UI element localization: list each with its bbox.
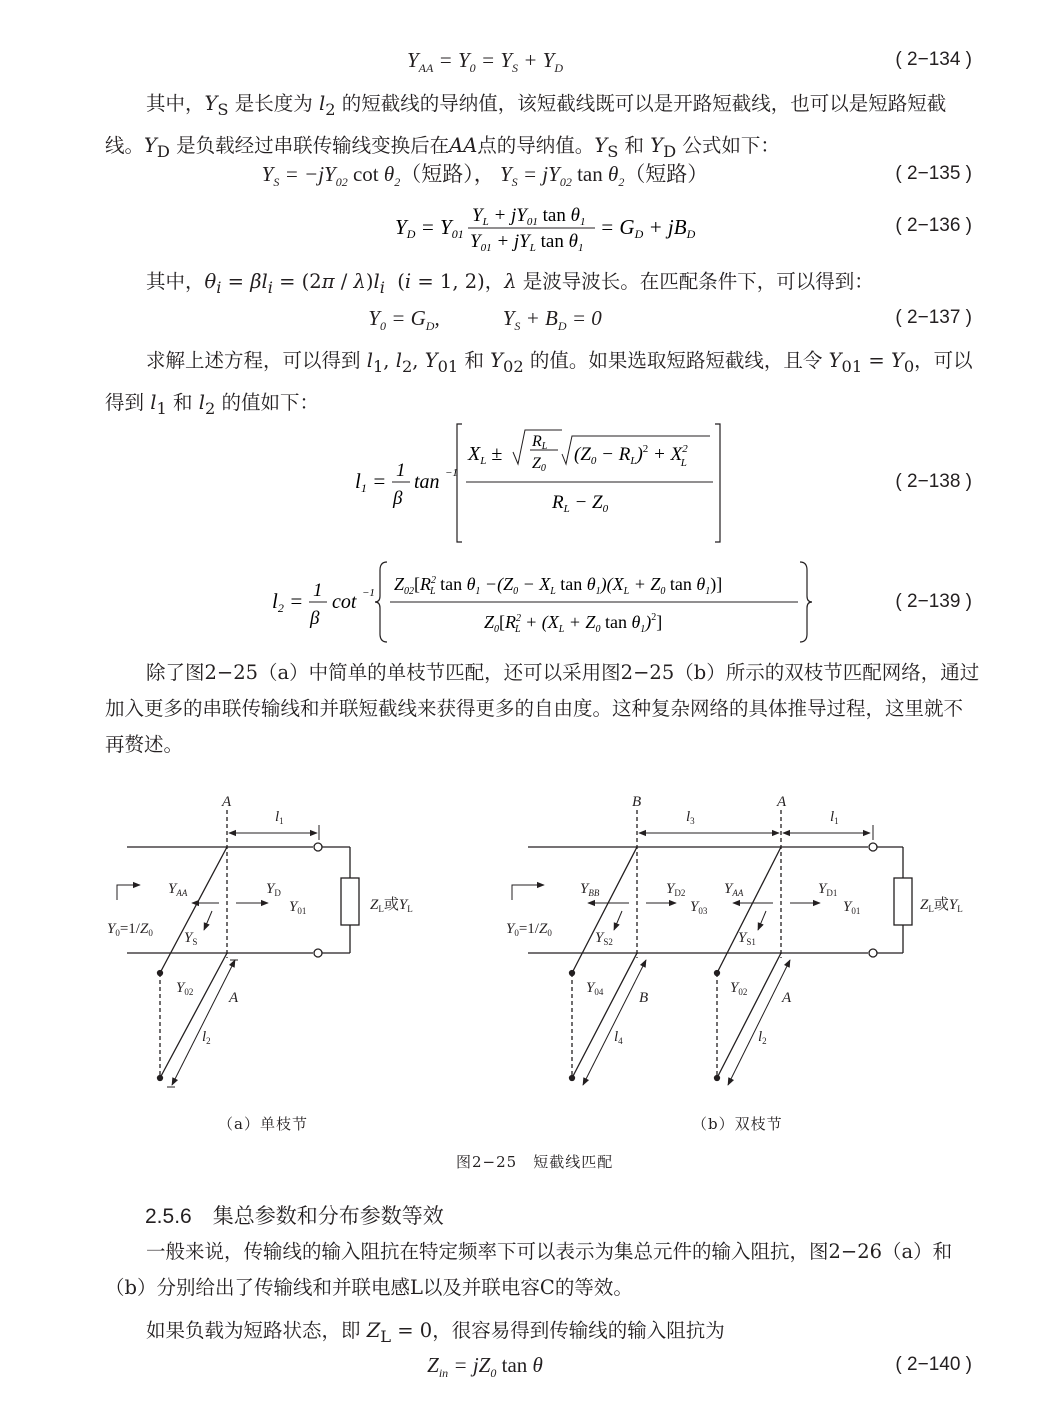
- svg-text:cot: cot: [332, 591, 357, 613]
- equation-2-135: [100, 154, 980, 194]
- svg-text:1: 1: [313, 580, 323, 601]
- svg-text:β: β: [393, 488, 403, 509]
- equation-number: ( 2−137 ): [895, 307, 972, 328]
- equation-number: ( 2−136 ): [895, 215, 972, 236]
- svg-text:l2: $l_2$: [202, 1029, 211, 1046]
- equation-2-134: [100, 40, 980, 80]
- svg-text:l1 =: l1 =: [355, 469, 387, 495]
- svg-text:YAA: $Y_{AA}$: [724, 881, 744, 898]
- equation-body: $Y_{AA} = Y_0 = Y_S + Y_D$: [406, 48, 564, 76]
- svg-text:l1: $l_1$: [830, 809, 839, 826]
- svg-text:tan: tan: [414, 471, 440, 493]
- svg-text:B: B: [639, 990, 649, 1006]
- caption-b: （b）双枝节: [692, 1115, 783, 1133]
- svg-text:A: A: [229, 990, 239, 1006]
- svg-text:YS: $Y_S$: [184, 930, 198, 947]
- equation-number: ( 2−138 ): [895, 471, 972, 492]
- svg-text:Z0: Z0: [532, 455, 546, 474]
- svg-text:YL + jY01 tan θ1: $Y_L + jY_{01}$ $\tan \theta_1$: [472, 205, 586, 228]
- figure-labels: [107, 794, 963, 1046]
- svg-text:YAA: $Y_{AA}$: [168, 881, 188, 898]
- paragraph-2: 其中，$\theta_i = \beta l_i = (2\pi / \lambda)l_i$ (i = 1, 2)，λ 是波导波长。在匹配条件下，可以得到：: [146, 270, 874, 297]
- svg-text:Y01: $Y_{01}$: [289, 899, 307, 916]
- equation-number: ( 2−139 ): [895, 591, 972, 612]
- svg-text:YS2: $Y_{S2}$: [595, 930, 613, 947]
- svg-text:ZL或YL: $Z_L$或$Y_L$: [920, 897, 963, 914]
- paragraph-5: 一般来说，传输线的输入阻抗在特定频率下可以表示为集总元件的输入阻抗，图2−26（a）和（b）分别给出了传输线和并联电感L以及并联电容C的等效。: [105, 1240, 953, 1299]
- svg-text:ZL或YL: $Z_L$或$Y_L$: [370, 897, 413, 914]
- svg-text:l1: $l_1$: [275, 809, 284, 826]
- svg-text:YBB: $Y_{BB}$: [580, 881, 600, 898]
- double-stub-diagram: [512, 810, 912, 1085]
- paragraph-3: 求解上述方程，可以得到 $l_1$, $l_2$, $Y_{01}$ 和 $Y_{02}$ 的值。如果选取短路短截线，且令 $Y_{01} = Y_0$，可以得到 $l_1$ 和 $l_2$ 的值如下：: [105, 349, 973, 418]
- equation-body: $Z_{in} = jZ_0$ tan θ: [427, 1353, 543, 1381]
- svg-text:−1: −1: [445, 467, 458, 479]
- svg-text:Y03: $Y_{03}$: [690, 899, 708, 916]
- svg-text:= GD + jBD: = GD + jBD: [600, 215, 696, 241]
- svg-text:−1: −1: [362, 587, 375, 599]
- equation-2-139: [100, 558, 980, 648]
- svg-text:YS1: $Y_{S1}$: [738, 930, 756, 947]
- figure-2-25: [0, 790, 1051, 1120]
- single-stub-diagram: [117, 810, 359, 1087]
- section-heading: 2.5.6 集总参数和分布参数等效: [145, 1205, 444, 1228]
- equation-2-139-svg: [100, 558, 870, 648]
- paragraph-1: 其中，$Y_S$ 是长度为 $l_2$ 的短截线的导纳值，该短截线既可以是开路短截线，也可以是短路短截线。$Y_D$ 是负载经过串联传输线变换后在AA点的导纳值。$Y_S$ 和 $Y_D$ 公式如下：: [105, 92, 947, 161]
- equation-number: ( 2−134 ): [895, 49, 972, 70]
- svg-text:Y04: $Y_{04}$: [586, 980, 604, 997]
- svg-text:Y01: $Y_{01}$: [843, 899, 861, 916]
- paragraph-6: 如果负载为短路状态，即 $Z_L = 0$，很容易得到传输线的输入阻抗为: [146, 1319, 725, 1346]
- equation-number: ( 2−135 ): [895, 163, 972, 184]
- svg-text:YD1: $Y_{D1}$: [818, 881, 838, 898]
- svg-text:(Z0 − RL)2 + X2L: $(Z_0 - R_L)^2 + X^2$ L: [574, 443, 688, 469]
- svg-text:RL − Z0: $R_L - Z_0$: [552, 492, 609, 515]
- equation-body: $Y_S = -jY_{02}$ $\cot \theta_2$（短路）， $Y_S = jY_{02}$ $\tan \theta_2$（短路）: [261, 162, 709, 190]
- equation-2-138-svg: [100, 418, 870, 548]
- svg-text:RL: RL: [532, 433, 548, 452]
- label-A-top: A: [222, 794, 232, 810]
- svg-text:Y0=1/Z0: $Y_0=1/Z_0$: [506, 921, 552, 938]
- equation-body: $Y_0 = G_D$, $Y_S + B_D = 0$: [368, 306, 602, 334]
- equation-number: ( 2−140 ): [895, 1354, 972, 1375]
- svg-text:XL ±: $X_L$ ±: [468, 443, 503, 467]
- figure-caption: 图2−25 短截线匹配: [456, 1153, 614, 1171]
- svg-text:l3: $l_3$: [686, 809, 695, 826]
- svg-text:Y01 + jYL tan θ1: $Y_{01} + jY_L$ $\tan \theta_1$: [470, 231, 584, 252]
- paragraph-4: 除了图2−25（a）中简单的单枝节匹配，还可以采用图2−25（b）所示的双枝节匹配网络，通过加入更多的串联传输线和并联短截线来获得更多的自由度。这种复杂网络的具体推导过程，这里就不再赘述。: [105, 661, 980, 756]
- equation-2-136-svg: [100, 204, 870, 252]
- equation-2-136: [100, 204, 980, 252]
- svg-text:Y02: $Y_{02}$: [176, 980, 194, 997]
- equation-2-138: [100, 418, 980, 548]
- svg-text:l2: $l_2$: [758, 1029, 767, 1046]
- equation-2-137: [100, 298, 980, 338]
- svg-text:Y02: $Y_{02}$: [730, 980, 748, 997]
- svg-text:YD2: $Y_{D2}$: [666, 881, 686, 898]
- caption-a: （a）单枝节: [218, 1115, 308, 1133]
- svg-text:YD: $Y_D$: [266, 881, 281, 898]
- svg-text:Y0=1/Z0: $Y_0=1/Z_0$: [107, 921, 153, 938]
- svg-text:A: A: [782, 990, 792, 1006]
- svg-text:Z0[R2L + (XL + Z0 tan θ1)2]: $Z_0[R^2$ $L + (X_L + Z_0$ $\tan \theta_1)^2$]: [484, 612, 663, 635]
- svg-text:Z02[R2L tan θ1 −(Z0 − XL tan θ: $Z_{02}[R^2$ L $\tan \theta_1 -(Z_0 - X_L$ $\tan \theta_1)(X_L + Z_0$ $\tan \theta_1$)]: [394, 574, 723, 597]
- svg-text:1: 1: [396, 460, 406, 481]
- svg-text:l4: $l_4$: [614, 1029, 623, 1046]
- svg-text:A: A: [777, 794, 787, 810]
- svg-text:YD = Y01: YD = Y01: [395, 215, 464, 241]
- svg-text:l2 =: l2 =: [272, 589, 304, 615]
- equation-2-140: [100, 1345, 980, 1385]
- svg-text:β: β: [310, 608, 320, 629]
- svg-text:B: B: [632, 794, 642, 810]
